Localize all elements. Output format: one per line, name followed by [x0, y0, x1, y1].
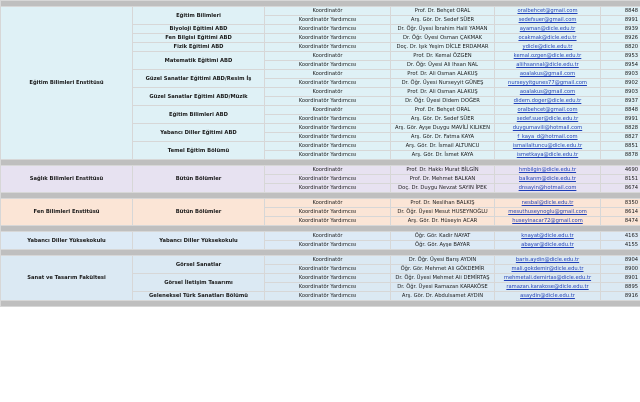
- department-cell: Güzel Sanatlar Eğitimi ABD/Müzik: [133, 88, 265, 106]
- email-link[interactable]: kemal.ozgen@dicle.edu.tr: [495, 52, 601, 61]
- separator-cell: [1, 301, 640, 307]
- department-cell: Görsel Sanatlar: [133, 256, 265, 274]
- email-link[interactable]: mali.gokdemir@dicle.edu.tr: [495, 265, 601, 274]
- person-name-cell: Dr. Öğr. Üyesi Ali Ihsan NAL: [391, 61, 495, 70]
- email-link[interactable]: oralbehcet@gmail.com: [495, 106, 601, 115]
- role-cell: Koordinatör Yardımcısı: [265, 184, 391, 193]
- email-link[interactable]: aoalakus@gmail.com: [495, 88, 601, 97]
- email-link[interactable]: ramazan.karakose@dicle.edu.tr: [495, 283, 601, 292]
- role-cell: Koordinatör Yardımcısı: [265, 133, 391, 142]
- role-cell: Koordinatör Yardımcısı: [265, 208, 391, 217]
- phone-extension-cell: 8903: [601, 70, 640, 79]
- department-cell: Güzel Sanatlar Eğitimi ABD/Resim İş: [133, 70, 265, 88]
- table-row: [1, 166, 640, 175]
- person-name-cell: Dr. Öğr. Üyesi Nurseyyit GÜNEŞ: [391, 79, 495, 88]
- department-cell: Eğitim Bilimleri: [133, 7, 265, 25]
- department-cell: Fen Bilgisi Eğitimi ABD: [133, 34, 265, 43]
- email-link[interactable]: balkanm@dicle.edu.tr: [495, 175, 601, 184]
- phone-extension-cell: 4155: [601, 241, 640, 250]
- email-link[interactable]: aliihsannal@dicle.edu.tr: [495, 61, 601, 70]
- email-link[interactable]: oralbehcet@gmail.com: [495, 7, 601, 16]
- department-cell: Geleneksel Türk Sanatları Bölümü: [133, 292, 265, 301]
- phone-extension-cell: 8674: [601, 184, 640, 193]
- email-link[interactable]: knayat@dicle.edu.tr: [495, 232, 601, 241]
- institute-cell: Fen Bilimleri Enstitüsü: [1, 199, 133, 226]
- role-cell: Koordinatör Yardımcısı: [265, 34, 391, 43]
- table-row: [1, 7, 640, 16]
- phone-extension-cell: 8848: [601, 7, 640, 16]
- person-name-cell: Prof. Dr. Kemal ÖZGEN: [391, 52, 495, 61]
- person-name-cell: Dr. Öğr. Üyesi Osman ÇAKMAK: [391, 34, 495, 43]
- email-link[interactable]: abayar@dicle.edu.tr: [495, 241, 601, 250]
- email-link[interactable]: ayaman@dicle.edu.tr: [495, 25, 601, 34]
- table-row: [1, 199, 640, 208]
- person-name-cell: Dr. Öğr. Üyesi Mesut HUSEYNOĞLU: [391, 208, 495, 217]
- person-name-cell: Dr. Öğr. Üyesi Mehmet Ali DEMİRTAŞ: [391, 274, 495, 283]
- email-link[interactable]: ismailaltuncu@dicle.edu.tr: [495, 142, 601, 151]
- phone-extension-cell: 8895: [601, 283, 640, 292]
- role-cell: Koordinatör Yardımcısı: [265, 151, 391, 160]
- person-name-cell: Arş. Gör. Dr. Fatma KAYA: [391, 133, 495, 142]
- role-cell: Koordinatör Yardımcısı: [265, 265, 391, 274]
- role-cell: Koordinatör: [265, 88, 391, 97]
- table-row: [1, 232, 640, 241]
- phone-extension-cell: 8828: [601, 124, 640, 133]
- phone-extension-cell: 8848: [601, 106, 640, 115]
- email-link[interactable]: mesuthuseynoglu@gmail.com: [495, 208, 601, 217]
- phone-extension-cell: 8939: [601, 25, 640, 34]
- phone-extension-cell: 8926: [601, 34, 640, 43]
- role-cell: Koordinatör: [265, 70, 391, 79]
- phone-extension-cell: 8851: [601, 142, 640, 151]
- person-name-cell: Arş. Gör. Dr. İsmail ALTUNCU: [391, 142, 495, 151]
- coordinator-table-body: [1, 1, 640, 307]
- person-name-cell: Prof. Dr. Mehmet BALKAN: [391, 175, 495, 184]
- person-name-cell: Dr. Öğr. Üyesi Barış AYDIN: [391, 256, 495, 265]
- person-name-cell: Arş. Gör. Ayşe Duygu MAVİLİ KILIKEN: [391, 124, 495, 133]
- email-link[interactable]: duygumavili@hotmail.com: [495, 124, 601, 133]
- person-name-cell: Arş. Gör. Dr. Sedef SÜER: [391, 16, 495, 25]
- role-cell: Koordinatör Yardımcısı: [265, 142, 391, 151]
- role-cell: Koordinatör: [265, 52, 391, 61]
- role-cell: Koordinatör Yardımcısı: [265, 124, 391, 133]
- institute-cell: Eğitim Bilimleri Enstitüsü: [1, 7, 133, 160]
- department-cell: Matematik Eğitimi ABD: [133, 52, 265, 70]
- email-link[interactable]: aoalakus@gmail.com: [495, 70, 601, 79]
- department-cell: Görsel İletişim Tasarımı: [133, 274, 265, 292]
- role-cell: Koordinatör Yardımcısı: [265, 241, 391, 250]
- phone-extension-cell: 8901: [601, 274, 640, 283]
- person-name-cell: Öğr. Gör. Mehmet Ali GÖKDEMİR: [391, 265, 495, 274]
- role-cell: Koordinatör: [265, 256, 391, 265]
- role-cell: Koordinatör Yardımcısı: [265, 97, 391, 106]
- email-link[interactable]: ydicle@dicle.edu.tr: [495, 43, 601, 52]
- email-link[interactable]: nesbal@dicle.edu.tr: [495, 199, 601, 208]
- person-name-cell: Prof. Dr. Behçet ORAL: [391, 7, 495, 16]
- phone-extension-cell: 8991: [601, 115, 640, 124]
- institute-cell: Yabancı Diller Yüksekokulu: [1, 232, 133, 250]
- phone-extension-cell: 8953: [601, 52, 640, 61]
- phone-extension-cell: 4690: [601, 166, 640, 175]
- person-name-cell: Prof. Dr. Ali Osman ALAKUŞ: [391, 70, 495, 79]
- person-name-cell: Doç. Dr. Duygu Nevzat SAYIN İPEK: [391, 184, 495, 193]
- phone-extension-cell: 8991: [601, 16, 640, 25]
- person-name-cell: Doç. Dr. Işık Yeşim DİCLE ERDAMAR: [391, 43, 495, 52]
- role-cell: Koordinatör Yardımcısı: [265, 274, 391, 283]
- phone-extension-cell: 8878: [601, 151, 640, 160]
- role-cell: Koordinatör: [265, 106, 391, 115]
- email-link[interactable]: dnsayin@hotmail.com: [495, 184, 601, 193]
- email-link[interactable]: sedefsuer@gmail.com: [495, 16, 601, 25]
- role-cell: Koordinatör: [265, 166, 391, 175]
- department-cell: Yabancı Diller Eğitimi ABD: [133, 124, 265, 142]
- email-link[interactable]: f_kaya_d@hotmail.com: [495, 133, 601, 142]
- department-cell: Bütün Bölümler: [133, 199, 265, 226]
- role-cell: Koordinatör Yardımcısı: [265, 16, 391, 25]
- role-cell: Koordinatör Yardımcısı: [265, 283, 391, 292]
- department-cell: Temel Eğitim Bölümü: [133, 142, 265, 160]
- role-cell: Koordinatör Yardımcısı: [265, 115, 391, 124]
- email-link[interactable]: huseyinacar72@gmail.com: [495, 217, 601, 226]
- person-name-cell: Dr. Öğr. Üyesi İbrahim Halil YAMAN: [391, 25, 495, 34]
- phone-extension-cell: 4163: [601, 232, 640, 241]
- person-name-cell: Prof. Dr. Hakkı Murat BİLGİN: [391, 166, 495, 175]
- person-name-cell: Arş. Gör. Dr. Sedef SÜER: [391, 115, 495, 124]
- role-cell: Koordinatör Yardımcısı: [265, 175, 391, 184]
- role-cell: Koordinatör Yardımcısı: [265, 43, 391, 52]
- department-cell: Fizik Eğitimi ABD: [133, 43, 265, 52]
- person-name-cell: Prof. Dr. Ali Osman ALAKUŞ: [391, 88, 495, 97]
- role-cell: Koordinatör Yardımcısı: [265, 79, 391, 88]
- email-link[interactable]: ismetkaya@dicle.edu.tr: [495, 151, 601, 160]
- phone-extension-cell: 8916: [601, 292, 640, 301]
- phone-extension-cell: 8904: [601, 256, 640, 265]
- phone-extension-cell: 8350: [601, 199, 640, 208]
- email-link[interactable]: asaydin@dicle.edu.tr: [495, 292, 601, 301]
- role-cell: Koordinatör Yardımcısı: [265, 25, 391, 34]
- department-cell: Bütün Bölümler: [133, 166, 265, 193]
- person-name-cell: Dr. Öğr. Üyesi Didem DOĞER: [391, 97, 495, 106]
- phone-extension-cell: 8151: [601, 175, 640, 184]
- person-name-cell: Öğr. Gör. Kadir NAYAT: [391, 232, 495, 241]
- table-row: [1, 256, 640, 265]
- section-separator: [1, 301, 640, 307]
- phone-extension-cell: 8827: [601, 133, 640, 142]
- phone-extension-cell: 8937: [601, 97, 640, 106]
- person-name-cell: Prof. Dr. Behçet ORAL: [391, 106, 495, 115]
- person-name-cell: Öğr. Gör. Ayşe BAYAR: [391, 241, 495, 250]
- role-cell: Koordinatör: [265, 232, 391, 241]
- person-name-cell: Dr. Öğr. Üyesi Ramazan KARAKÖSE: [391, 283, 495, 292]
- role-cell: Koordinatör Yardımcısı: [265, 61, 391, 70]
- phone-extension-cell: 8614: [601, 208, 640, 217]
- institute-cell: Sanat ve Tasarım Fakültesi: [1, 256, 133, 301]
- phone-extension-cell: 8900: [601, 265, 640, 274]
- person-name-cell: Arş. Gör. Dr. Hüseyin ACAR: [391, 217, 495, 226]
- role-cell: Koordinatör: [265, 199, 391, 208]
- department-cell: Biyoloji Eğitimi ABD: [133, 25, 265, 34]
- email-link[interactable]: nurseyyitgunes77@gmail.com: [495, 79, 601, 88]
- role-cell: Koordinatör Yardımcısı: [265, 217, 391, 226]
- person-name-cell: Arş. Gör. Dr. Abdulsamet AYDIN: [391, 292, 495, 301]
- email-link[interactable]: ocakmak@dicle.edu.tr: [495, 34, 601, 43]
- role-cell: Koordinatör: [265, 7, 391, 16]
- phone-extension-cell: 8902: [601, 79, 640, 88]
- department-cell: Yabancı Diller Yüksekokulu: [133, 232, 265, 250]
- role-cell: Koordinatör Yardımcısı: [265, 292, 391, 301]
- phone-extension-cell: 8954: [601, 61, 640, 70]
- department-cell: Eğitim Bilimleri ABD: [133, 106, 265, 124]
- person-name-cell: Prof. Dr. Neslihan BALKIŞ: [391, 199, 495, 208]
- phone-extension-cell: 8474: [601, 217, 640, 226]
- email-link[interactable]: baris.aydin@dicle.edu.tr: [495, 256, 601, 265]
- email-link[interactable]: didem.doger@dicle.edu.tr: [495, 97, 601, 106]
- person-name-cell: Arş. Gör. Dr. İsmet KAYA: [391, 151, 495, 160]
- email-link[interactable]: sedef.suer@dicle.edu.tr: [495, 115, 601, 124]
- email-link[interactable]: hmbilgin@dicle.edu.tr: [495, 166, 601, 175]
- email-link[interactable]: mehmetali.demirtas@dicle.edu.tr: [495, 274, 601, 283]
- institute-cell: Sağlık Bilimleri Enstitüsü: [1, 166, 133, 193]
- phone-extension-cell: 8903: [601, 88, 640, 97]
- phone-extension-cell: 8820: [601, 43, 640, 52]
